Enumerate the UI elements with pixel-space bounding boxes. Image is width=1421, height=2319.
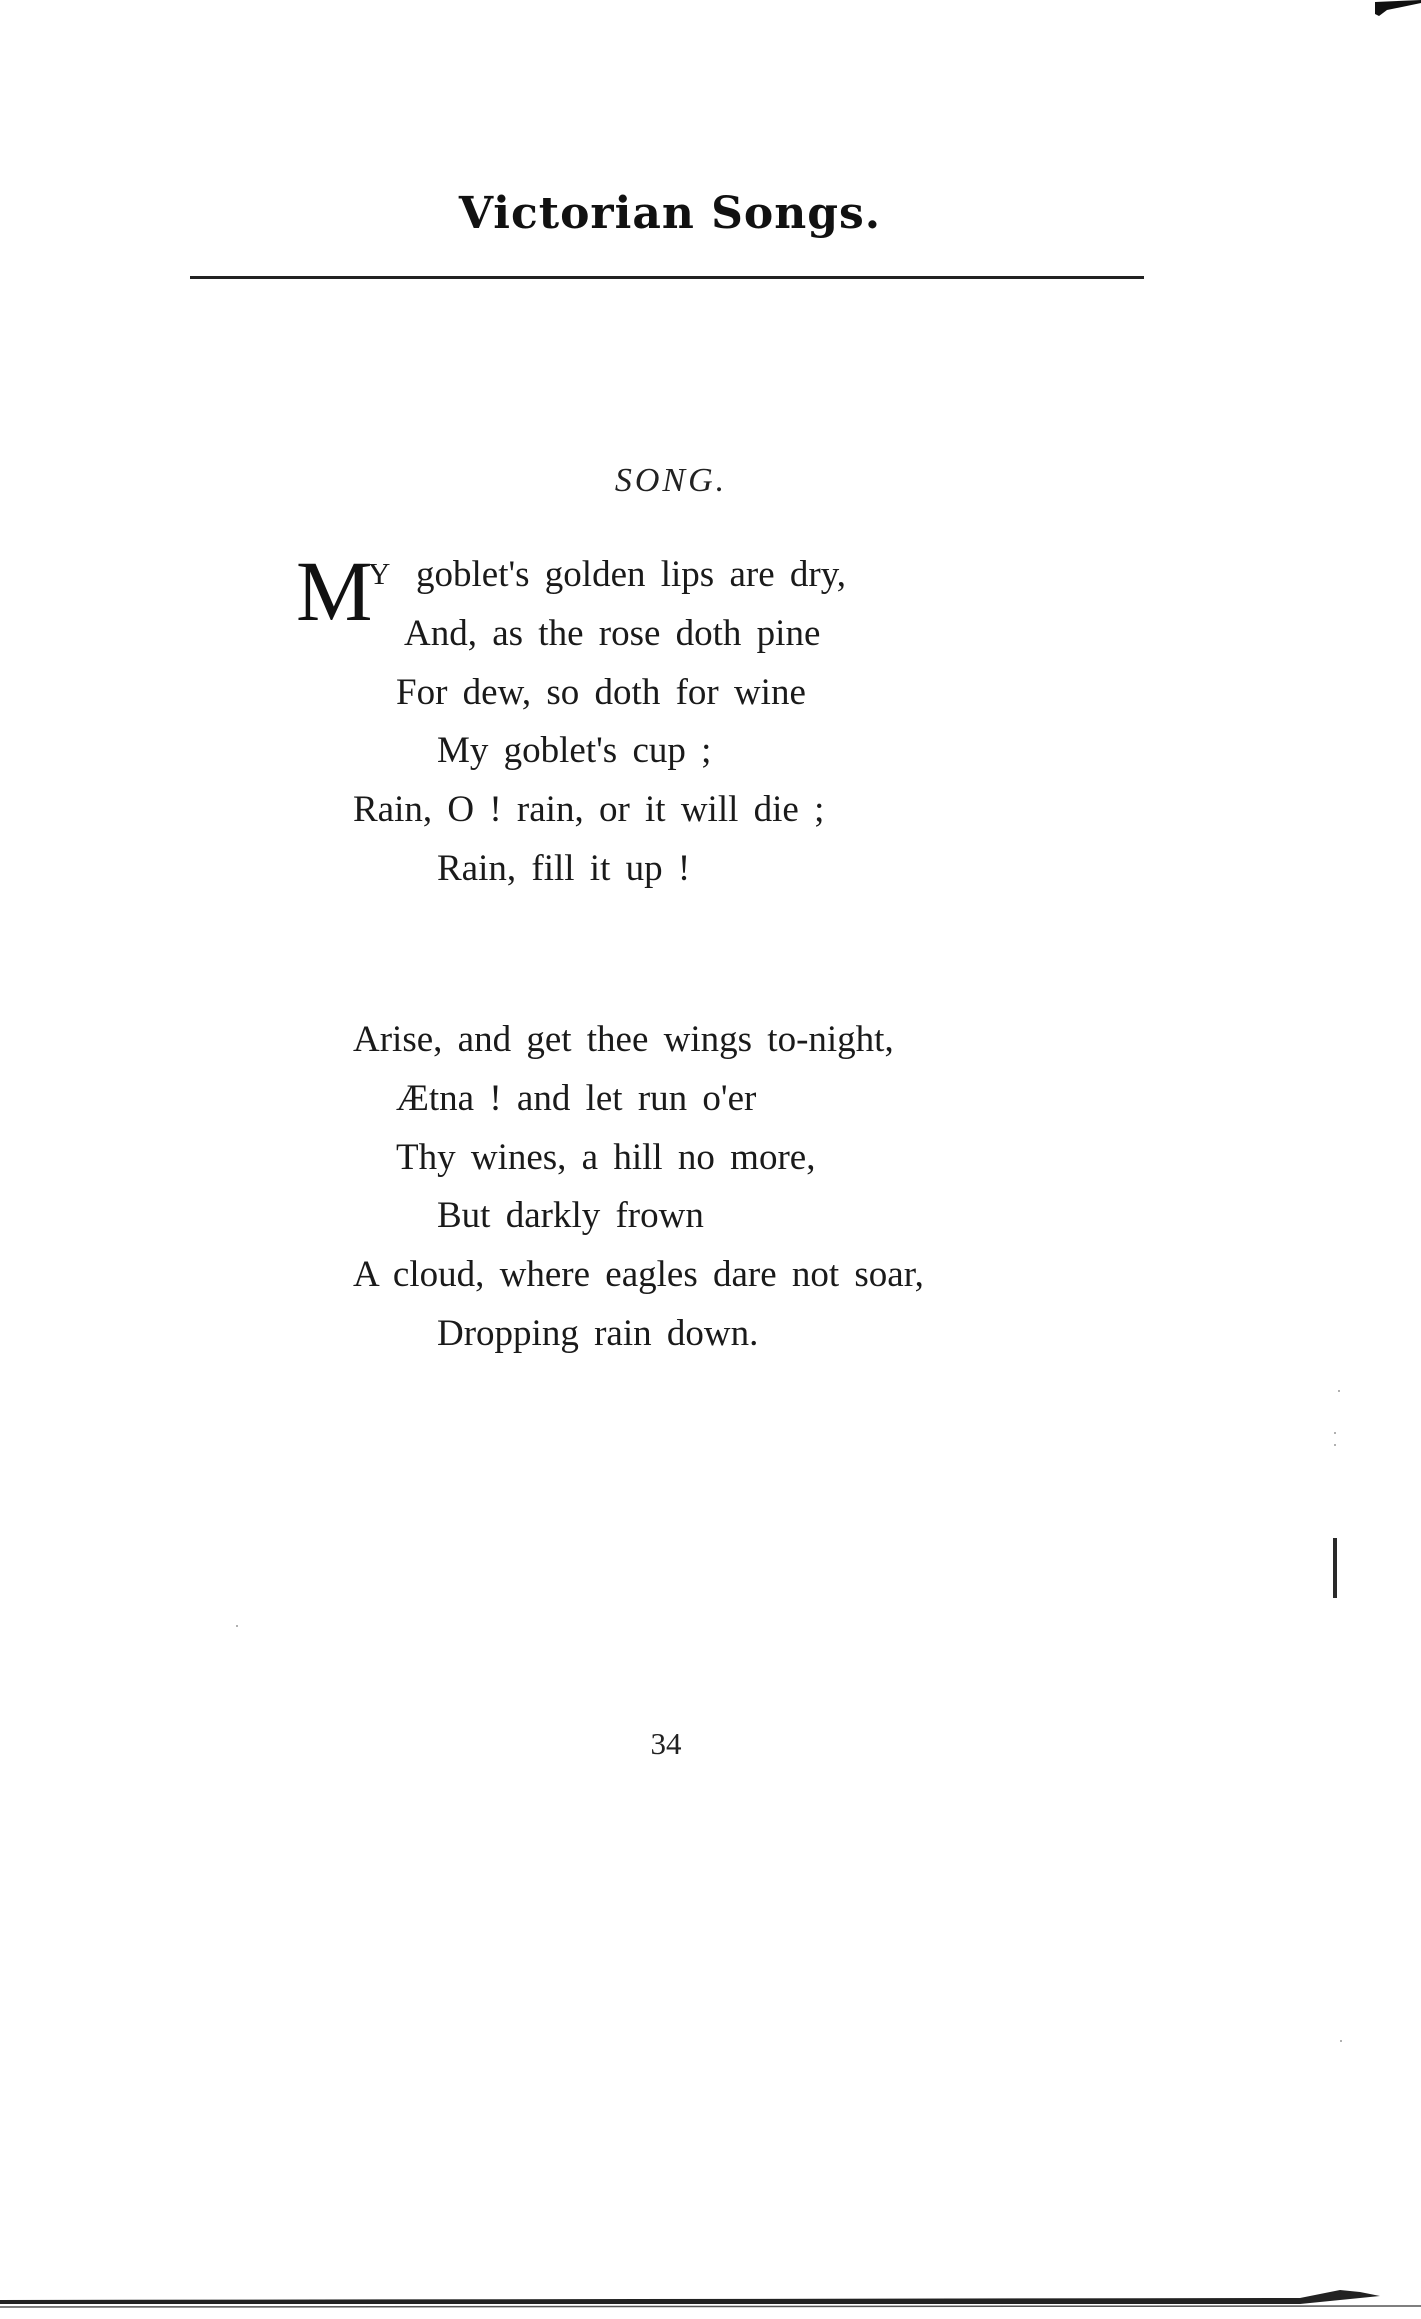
verse-line: A cloud, where eagles dare not soar, — [353, 1254, 924, 1295]
verse-line: goblet's golden lips are dry, — [416, 554, 847, 595]
head-rule — [190, 276, 1144, 279]
scan-speck — [1338, 1390, 1340, 1392]
scan-bottom-edge — [0, 2280, 1421, 2310]
verse-line: Arise, and get thee wings to-night, — [353, 1019, 894, 1060]
running-head: Victorian Songs. — [458, 188, 882, 239]
scan-speck — [1340, 2040, 1342, 2042]
verse-line: For dew, so doth for wine — [396, 672, 806, 713]
drop-cap-continuation: Y — [368, 556, 391, 591]
verse-line: But darkly frown — [437, 1195, 704, 1236]
verse-line: Rain, fill it up ! — [437, 848, 691, 889]
verse-line: My goblet's cup ; — [437, 730, 712, 771]
verse-line: And, as the rose doth pine — [404, 613, 821, 654]
scan-speck — [1334, 1432, 1336, 1434]
verse-line: Ætna ! and let run o'er — [396, 1078, 757, 1119]
scan-speck — [1334, 1444, 1336, 1446]
page-number: 34 — [650, 1726, 682, 1761]
scan-speck — [236, 1625, 238, 1627]
poem-title: SONG. — [614, 462, 728, 499]
scan-margin-mark — [1333, 1538, 1337, 1598]
scan-edge-mark — [1375, 0, 1421, 16]
verse-line: Dropping rain down. — [437, 1313, 759, 1354]
verse-line: Rain, O ! rain, or it will die ; — [353, 789, 825, 830]
verse-line: Thy wines, a hill no more, — [396, 1137, 816, 1178]
drop-cap: M — [296, 543, 373, 639]
